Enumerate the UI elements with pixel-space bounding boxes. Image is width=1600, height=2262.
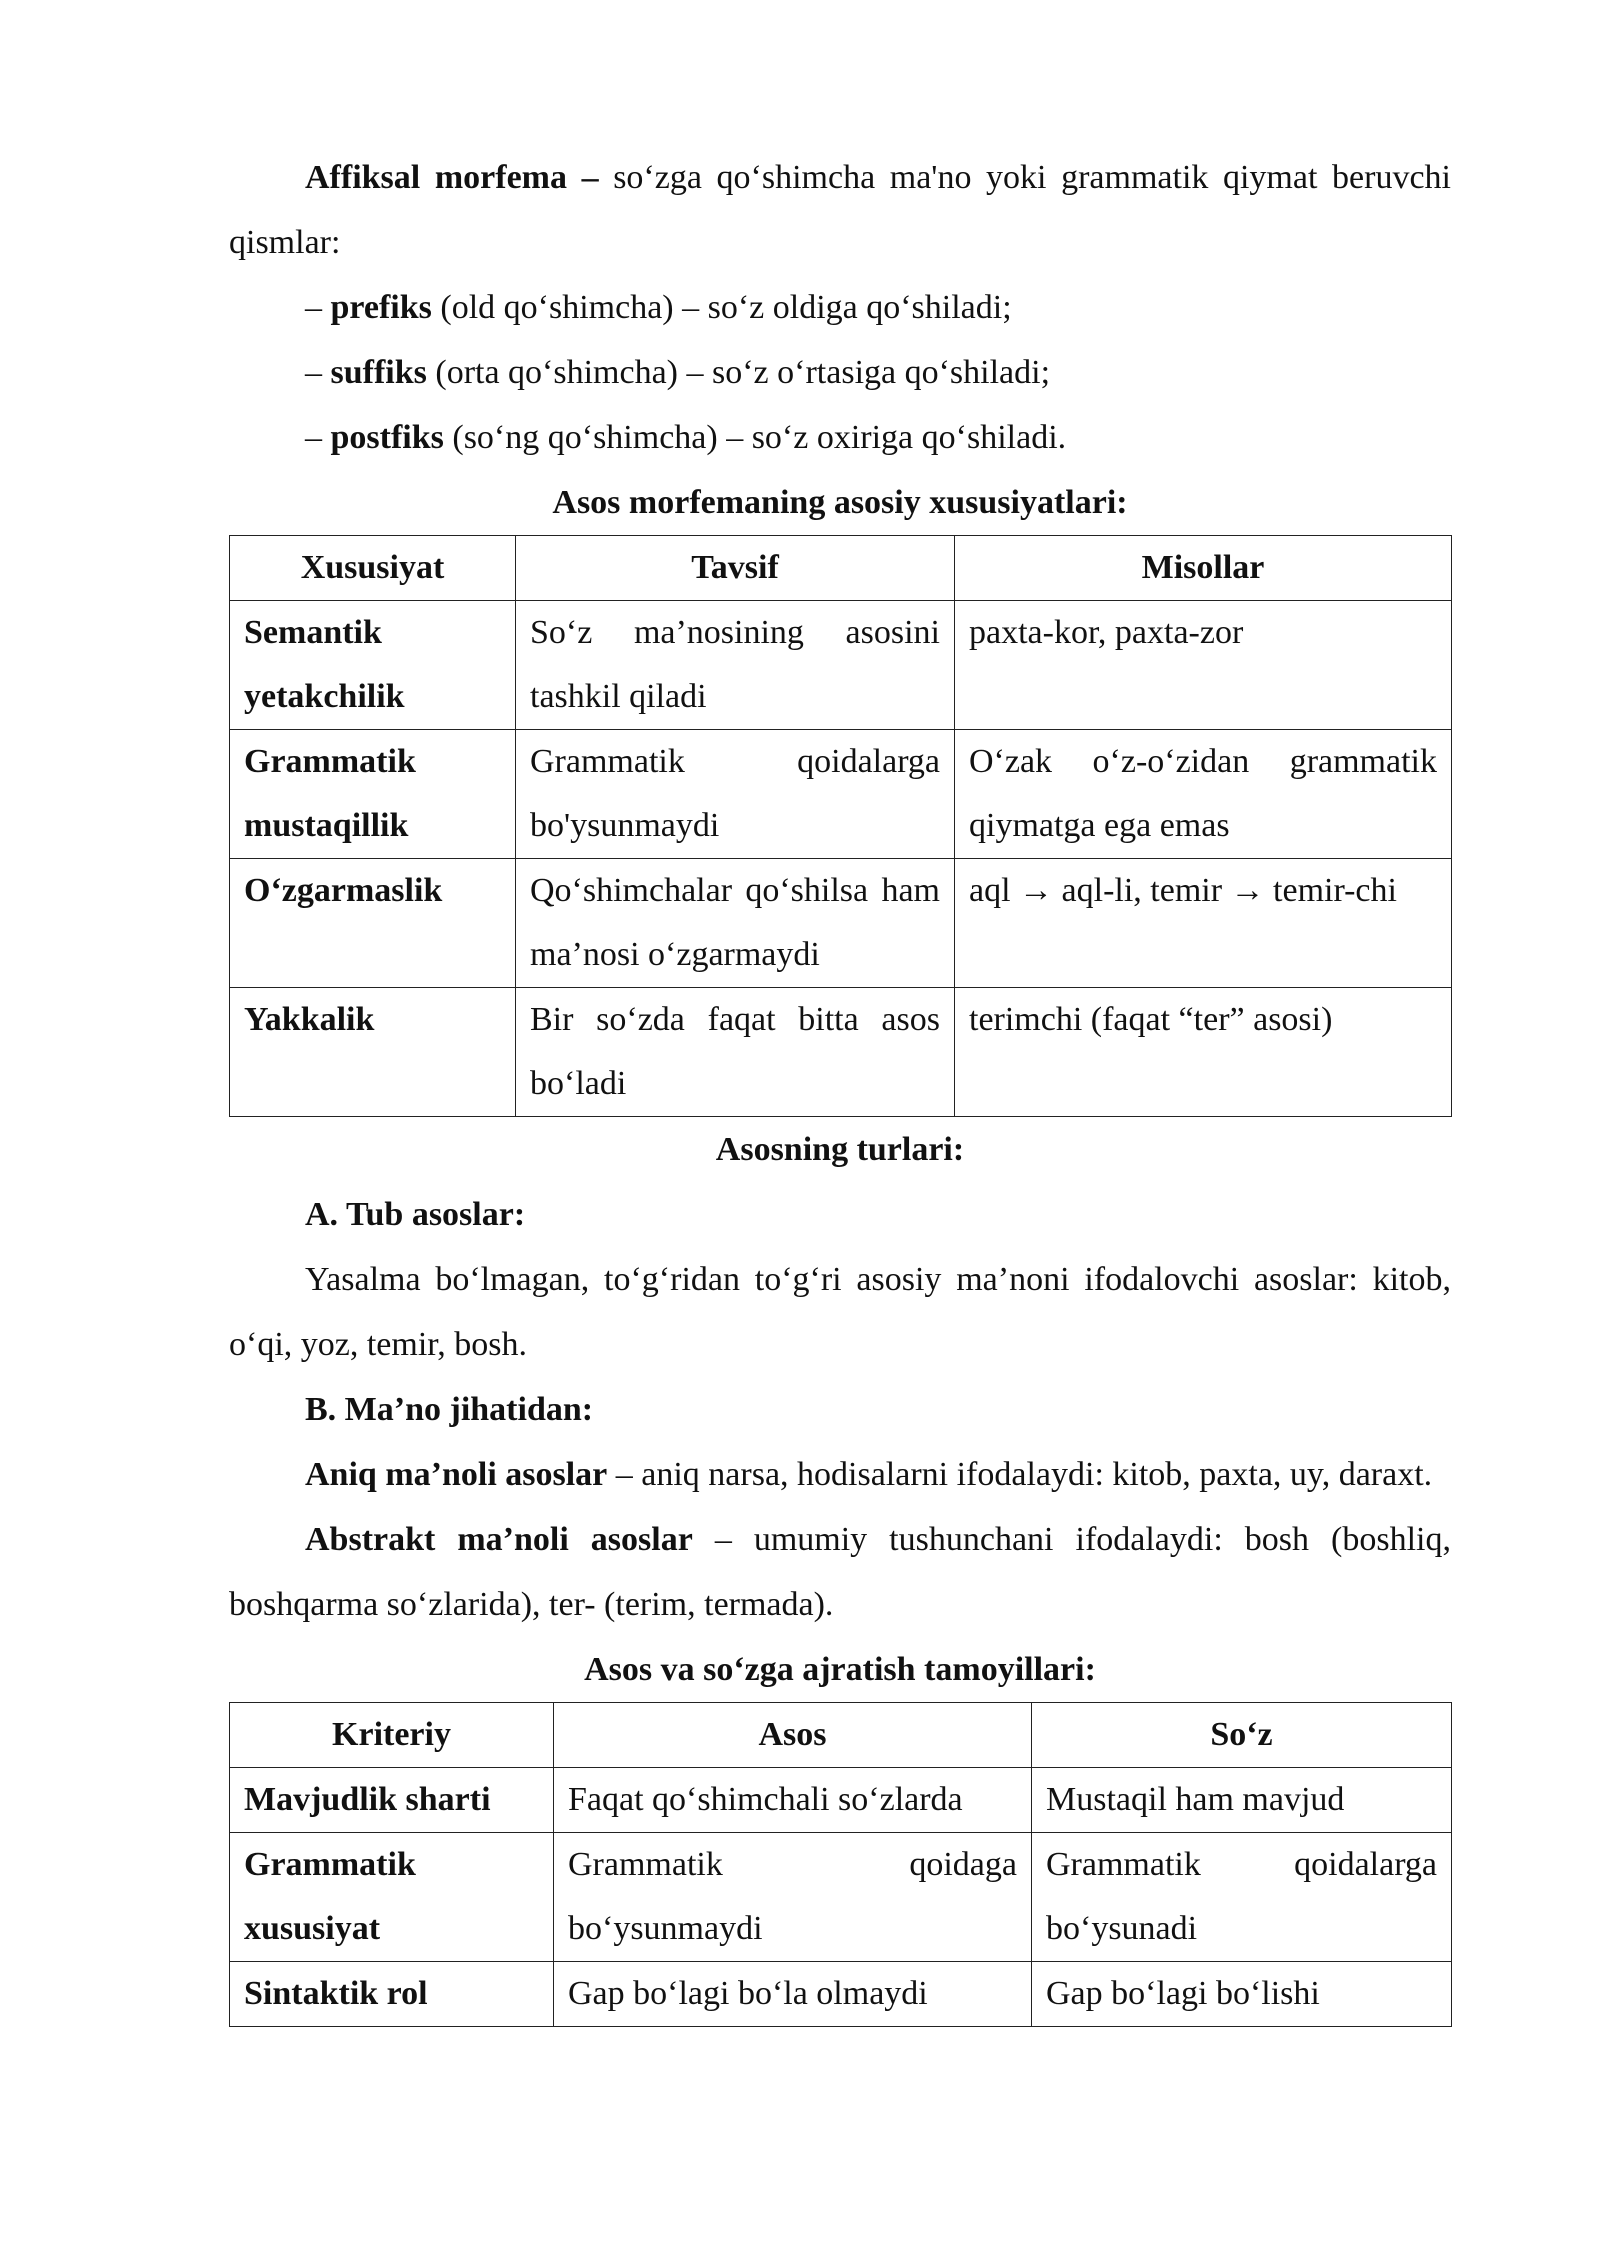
abstract-term: Abstrakt ma’noli asoslar [305, 1521, 693, 1558]
table-header-row [230, 536, 1452, 601]
criteria-table [229, 1702, 1452, 2027]
list-term: prefiks [330, 289, 432, 326]
table-cell: Grammatik qoidaga bo‘ysunmaydi [554, 1833, 1032, 1962]
table-row [230, 730, 1452, 859]
intro-paragraph [229, 145, 1451, 275]
column-header: Tavsif [516, 536, 955, 601]
table-row [230, 1962, 1452, 2027]
heading-text: B. Ma’no jihatidan: [305, 1391, 594, 1428]
list-text: (orta qo‘shimcha) – so‘z o‘rtasiga qo‘shiladi; [426, 354, 1051, 391]
intro-text: so‘zga qo‘shimcha ma'no yoki grammatik qiymat beruvchi qismlar: [229, 159, 1451, 261]
table-row [230, 859, 1452, 988]
table-cell: So‘z ma’nosining asosini tashkil qiladi [516, 601, 955, 730]
table-cell: Qo‘shimchalar qo‘shilsa ham ma’nosi o‘zgarmaydi [516, 859, 955, 988]
table-row [230, 601, 1452, 730]
table-header-row [230, 1703, 1452, 1768]
document-content [229, 145, 1451, 2027]
column-header: Asos [554, 1703, 1032, 1768]
list-text: (so‘ng qo‘shimcha) – so‘z oxiriga qo‘shiladi. [443, 419, 1067, 456]
abstract-text: – umumiy tushunchani ifodalaydi: bosh (boshliq, boshqarma so‘zlarida), ter- (terim, termada). [229, 1521, 1451, 1623]
list-text: (old qo‘shimcha) – so‘z oldiga qo‘shiladi; [431, 289, 1012, 326]
table-cell: Grammatik qoidalarga bo'ysunmaydi [516, 730, 955, 859]
table-cell: Grammatik qoidalarga bo‘ysunadi [1032, 1833, 1452, 1962]
table-cell: Bir so‘zda faqat bitta asos bo‘ladi [516, 988, 955, 1117]
list-item-postfiks [229, 405, 1451, 470]
abstract-paragraph [229, 1507, 1451, 1637]
column-header: Kriteriy [230, 1703, 554, 1768]
section-a-heading [229, 1182, 1451, 1247]
list-item-suffiks [229, 340, 1451, 405]
table-cell: Sintaktik rol [230, 1962, 554, 2027]
table-cell: Mustaqil ham mavjud [1032, 1768, 1452, 1833]
table-cell: Semantik yetakchilik [230, 601, 516, 730]
column-header: Xususiyat [230, 536, 516, 601]
table-row [230, 1833, 1452, 1962]
table-cell: Gap bo‘lagi bo‘la olmaydi [554, 1962, 1032, 2027]
table-cell: O‘zak o‘z-o‘zidan grammatik qiymatga ega emas [955, 730, 1452, 859]
table-cell: Yakkalik [230, 988, 516, 1117]
list-dash: – [305, 419, 331, 456]
list-item-prefiks [229, 275, 1451, 340]
section-b-heading [229, 1377, 1451, 1442]
properties-table [229, 535, 1452, 1117]
types-title: Asosning turlari: [715, 1131, 965, 1168]
list-dash: – [305, 289, 331, 326]
concrete-paragraph [229, 1442, 1451, 1507]
column-header: Misollar [955, 536, 1452, 601]
list-term: suffiks [330, 354, 427, 391]
table-cell: O‘zgarmaslik [230, 859, 516, 988]
table-cell: terimchi (faqat “ter” asosi) [955, 988, 1452, 1117]
table-cell: Gap bo‘lagi bo‘lishi [1032, 1962, 1452, 2027]
concrete-term: Aniq ma’noli asoslar [305, 1456, 608, 1493]
table-row [230, 988, 1452, 1117]
heading-text: A. Tub asoslar: [305, 1196, 526, 1233]
column-header: So‘z [1032, 1703, 1452, 1768]
list-term: postfiks [330, 419, 444, 456]
list-dash: – [305, 354, 331, 391]
table1-caption: Asos morfemaning asosiy xususiyatlari: [552, 484, 1128, 521]
table-row [230, 1768, 1452, 1833]
table2-caption: Asos va so‘zga ajratish tamoyillari: [584, 1651, 1096, 1688]
table-cell: Mavjudlik sharti [230, 1768, 554, 1833]
table-cell: aql → aql-li, temir → temir-chi [955, 859, 1452, 988]
intro-term: Affiksal morfema – [305, 159, 599, 196]
table-cell: Grammatik mustaqillik [230, 730, 516, 859]
concrete-text: – aniq narsa, hodisalarni ifodalaydi: kitob, paxta, uy, daraxt. [607, 1456, 1433, 1493]
table-cell: Grammatik xususiyat [230, 1833, 554, 1962]
section-a-text: Yasalma bo‘lmagan, to‘g‘ridan to‘g‘ri asosiy ma’noni ifodalovchi asoslar: kitob, o‘qi, yoz, temir, bosh. [229, 1261, 1451, 1363]
table-cell: paxta-kor, paxta-zor [955, 601, 1452, 730]
table-cell: Faqat qo‘shimchali so‘zlarda [554, 1768, 1032, 1833]
